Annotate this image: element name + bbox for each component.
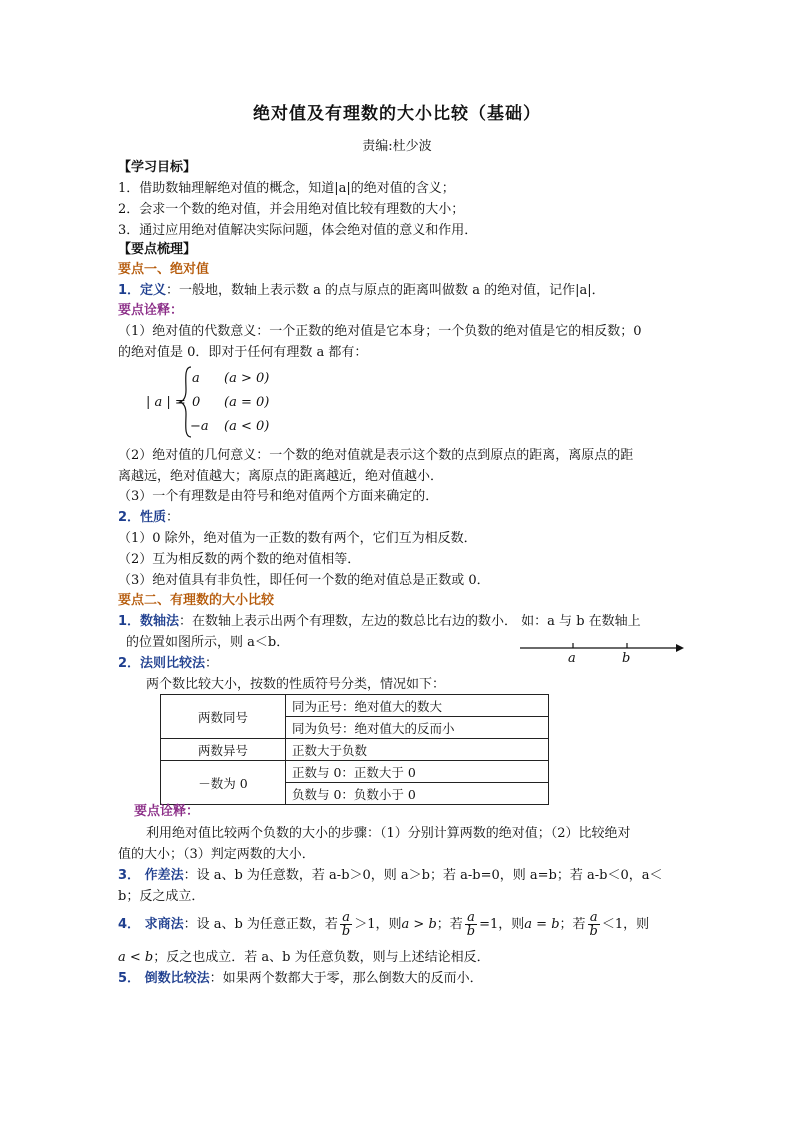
section-2-header: 要点二、有理数的大小比较 <box>118 593 275 608</box>
quotient-text-7: ；反之也成立．若 a、b 为任意负数，则与上述结论相反． <box>153 950 490 965</box>
rule-intro: 两个数比较大小，按数的性质符号分类，情况如下： <box>146 677 446 692</box>
explain-label-2: 要点诠释： <box>134 804 200 819</box>
number-line-label-a: a <box>568 651 576 666</box>
quotient-line-2 <box>118 948 490 968</box>
rule-method-colon: ： <box>205 656 219 671</box>
goal-item-1: 1．借助数轴理解绝对值的概念，知道|a|的绝对值的含义； <box>118 181 455 196</box>
definition-text: ：一般地，数轴上表示数 a 的点与原点的距离叫做数 a 的绝对值，记作|a|． <box>166 283 605 298</box>
difference-line-2: b；反之成立． <box>118 889 205 904</box>
fraction-numerator: a <box>588 911 600 925</box>
cell-zero-positive: 正数与 0：正数大于 0 <box>286 761 549 783</box>
property-colon: ： <box>166 510 180 525</box>
property-item-2: （2）互为相反数的两个数的绝对值相等． <box>118 552 361 567</box>
fraction-denominator: b <box>466 924 476 939</box>
goal-item-2: 2．会求一个数的绝对值，并会用绝对值比较有理数的大小； <box>118 202 465 217</box>
number-line-label-b: b <box>622 651 631 666</box>
cell-same-positive: 同为正号：绝对值大的数大 <box>286 695 549 717</box>
fraction-a-over-b <box>465 911 477 938</box>
piece-cond-3: (a < 0) <box>224 419 270 434</box>
reciprocal-label: 5． 倒数比较法 <box>118 971 210 986</box>
rule-method-header <box>118 654 218 674</box>
cell-same-sign: 两数同号 <box>161 695 286 739</box>
quotient-text-5: ；若 <box>559 917 586 932</box>
property-item-3: （3）绝对值具有非负性，即任何一个数的绝对值总是正数或 0． <box>118 573 490 588</box>
piece-cond-2: (a = 0) <box>224 395 270 410</box>
steps-line-2: 值的大小；（3）判定两数的大小． <box>118 847 315 862</box>
quotient-result-2: a = b <box>524 917 560 932</box>
cell-zero-negative: 负数与 0：负数小于 0 <box>286 783 549 805</box>
geometry-line-1: （2）绝对值的几何意义：一个数的绝对值就是表示这个数的点到原点的距离，离原点的距 <box>118 448 634 463</box>
goals-header: 【学习目标】 <box>118 160 197 175</box>
fraction-numerator: a <box>340 911 352 925</box>
algebra-line-1: （1）绝对值的代数意义：一个正数的绝对值是它本身；一个负数的绝对值是它的相反数；0 <box>118 324 642 339</box>
axis-method-text: ：在数轴上表示出两个有理数，左边的数总比右边的数小． 如：a 与 b 在数轴上 <box>179 614 641 629</box>
fraction-denominator: b <box>589 924 598 939</box>
table-row <box>161 739 549 761</box>
goal-item-3: 3．通过应用绝对值解决实际问题，体会绝对值的意义和作用． <box>118 223 478 238</box>
cell-diff-rule: 正数大于负数 <box>286 739 549 761</box>
quotient-result-1: a > b <box>401 917 437 932</box>
fraction-numerator: a <box>465 911 477 925</box>
quotient-text-4: =1，则 <box>479 917 525 932</box>
cell-same-negative: 同为负号：绝对值大的反而小 <box>286 717 549 739</box>
axis-method-line-2: 的位置如图所示，则 a＜b． <box>126 635 290 650</box>
points-header: 【要点梳理】 <box>118 242 197 257</box>
axis-method-label: 1．数轴法 <box>118 614 180 629</box>
cell-diff-sign: 两数异号 <box>161 739 286 761</box>
page-title: 绝对值及有理数的大小比较（基础） <box>253 104 541 124</box>
quotient-text-2: ＞1，则 <box>354 917 402 932</box>
steps-line-1: 利用绝对值比较两个负数的大小的步骤：（1）分别计算两数的绝对值；（2）比较绝对 <box>146 826 631 841</box>
number-line-figure <box>518 638 686 670</box>
fraction-a-over-b <box>588 911 600 938</box>
quotient-text-3: ；若 <box>436 917 463 932</box>
sign-line: （3）一个有理数是由符号和绝对值两个方面来确定的． <box>118 489 439 504</box>
table-row <box>161 695 549 717</box>
quotient-text-6: ＜1，则 <box>601 917 650 932</box>
property-label: 2．性质 <box>118 510 167 525</box>
definition-line <box>118 281 605 301</box>
piece-cond-1: (a > 0) <box>224 371 270 386</box>
property-header <box>118 508 179 528</box>
difference-text: ：设 a、b 为任意数，若 a-b＞0，则 a＞b；若 a-b=0，则 a=b；若 a-b＜0，a＜ <box>183 868 663 883</box>
fraction-denominator: b <box>341 924 351 939</box>
difference-line-1 <box>118 866 662 886</box>
piecewise-lhs: | a | = <box>146 395 186 410</box>
reciprocal-line <box>118 969 483 989</box>
quotient-line-1 <box>118 910 649 940</box>
explain-label-1: 要点诠释： <box>118 303 184 318</box>
reciprocal-text: ：如果两个数都大于零，那么倒数大的反而小． <box>209 971 483 986</box>
piece-value-1: a <box>192 371 200 386</box>
cell-zero: －数为 0 <box>161 761 286 805</box>
table-row <box>161 761 549 783</box>
difference-label: 3． 作差法 <box>118 868 184 883</box>
axis-method-line-1 <box>118 612 641 632</box>
rule-method-label: 2．法则比较法 <box>118 656 206 671</box>
definition-label: 1．定义 <box>118 283 167 298</box>
comparison-table <box>160 694 549 805</box>
quotient-label: 4． 求商法 <box>118 917 184 932</box>
geometry-line-2: 离越远，绝对值越大；离原点的距离越近，绝对值越小． <box>118 469 444 484</box>
piece-value-3: −a <box>190 419 209 434</box>
quotient-text-1: ：设 a、b 为任意正数，若 <box>183 917 338 932</box>
property-item-1: （1）0 除外，绝对值为一正数的数有两个，它们互为相反数． <box>118 531 477 546</box>
author-line: 责编:杜少波 <box>362 139 432 154</box>
fraction-a-over-b <box>340 911 352 938</box>
piece-value-2: 0 <box>192 395 201 410</box>
quotient-result-3: a < b <box>118 950 154 965</box>
section-1-header: 要点一、绝对值 <box>118 262 210 277</box>
algebra-line-2: 的绝对值是 0．即对于任何有理数 a 都有： <box>118 345 368 360</box>
